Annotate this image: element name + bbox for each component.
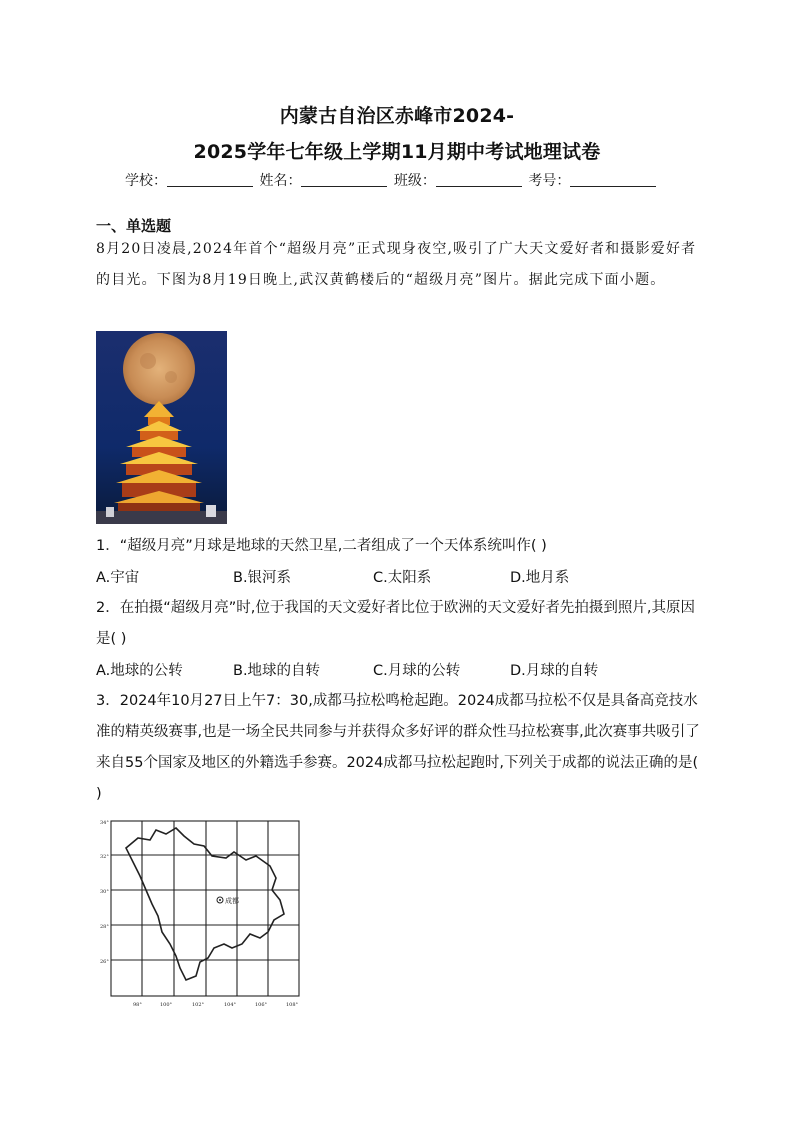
lon-label: 102° bbox=[192, 1002, 205, 1008]
chengdu-label: 成都 bbox=[225, 897, 239, 905]
option-b[interactable]: B.银河系 bbox=[233, 570, 292, 586]
exam-title-line2: 2025学年七年级上学期11月期中考试地理试卷 bbox=[193, 141, 601, 163]
lat-label: 30° bbox=[100, 889, 109, 895]
lon-label: 98° bbox=[133, 1002, 142, 1008]
lon-label: 108° bbox=[286, 1002, 299, 1008]
lon-label: 106° bbox=[255, 1002, 268, 1008]
name-blank[interactable] bbox=[301, 172, 387, 187]
question-2-stem: 2．在拍摄“超级月亮”时,位于我国的天文爱好者比位于欧洲的天文爱好者先拍摄到照片,其原因是( ) bbox=[96, 600, 695, 647]
option-c[interactable]: C.月球的公转 bbox=[373, 663, 461, 679]
province-outline bbox=[126, 828, 284, 980]
question-intro: 8月20日凌晨,2024年首个“超级月亮”正式现身夜空,吸引了广大天文爱好者和摄影爱好者的目光。下图为8月19日晚上,武汉黄鹤楼后的“超级月亮”图片。据此完成下面小题。 bbox=[96, 241, 697, 288]
option-d[interactable]: D.地月系 bbox=[510, 570, 570, 586]
class-label: 班级： bbox=[393, 173, 436, 189]
option-b[interactable]: B.地球的自转 bbox=[233, 663, 321, 679]
option-d[interactable]: D.月球的自转 bbox=[510, 663, 599, 679]
question-1-options bbox=[96, 566, 700, 590]
option-a[interactable]: A.宇宙 bbox=[96, 570, 140, 586]
lon-label: 100° bbox=[160, 1002, 173, 1008]
super-moon-photo bbox=[96, 331, 227, 524]
option-a[interactable]: A.地球的公转 bbox=[96, 663, 183, 679]
student-info-fields bbox=[125, 170, 658, 190]
lat-label: 34° bbox=[100, 820, 109, 826]
class-blank[interactable] bbox=[436, 172, 522, 187]
section-heading: 一、单选题 bbox=[96, 217, 172, 235]
question-2-options bbox=[96, 659, 700, 683]
exam-title-line1: 内蒙古自治区赤峰市2024- bbox=[279, 105, 515, 127]
question-3-stem: 3．2024年10月27日上午7：30,成都马拉松鸣枪起跑。2024成都马拉松不仅是具备高竞技水准的精英级赛事,也是一场全民共同参与并获得众多好评的群众性马拉松赛事,此次赛事共吸引了来自55个国家及地区的外籍选手参赛。2024成都马拉松起跑时,下列关于成都的说法正确的是( ) bbox=[96, 693, 700, 802]
exam-number-blank[interactable] bbox=[570, 172, 656, 187]
school-blank[interactable] bbox=[167, 172, 253, 187]
sichuan-map bbox=[100, 816, 305, 1012]
name-label: 姓名： bbox=[259, 173, 302, 189]
question-1-stem: 1．“超级月亮”月球是地球的天然卫星,二者组成了一个天体系统叫作( ) bbox=[96, 538, 547, 554]
lon-label: 104° bbox=[224, 1002, 237, 1008]
lat-label: 28° bbox=[100, 924, 109, 930]
lat-label: 32° bbox=[100, 854, 109, 860]
school-label: 学校： bbox=[125, 173, 167, 189]
exam-number-label: 考号： bbox=[528, 173, 571, 189]
lat-label: 26° bbox=[100, 959, 109, 965]
option-c[interactable]: C.太阳系 bbox=[373, 570, 432, 586]
